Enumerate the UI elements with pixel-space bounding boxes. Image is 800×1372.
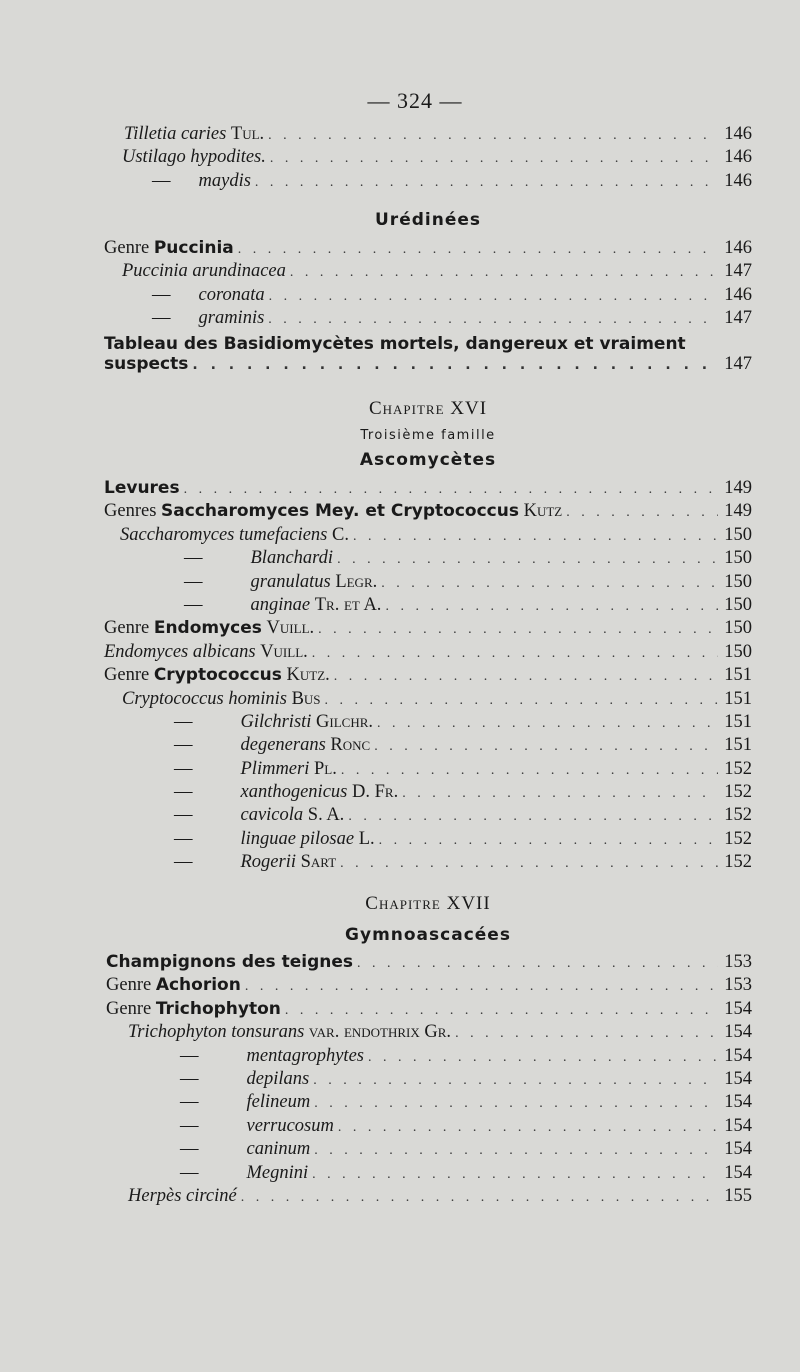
- leader-dots: [348, 809, 718, 825]
- entry-name: caninum: [246, 1139, 311, 1160]
- entry-name: Plimmeri: [240, 758, 310, 779]
- leader-dots: [290, 265, 718, 281]
- page-ref: 154: [724, 998, 752, 1019]
- entry-name: Saccharomyces Mey. et Cryptococcus: [161, 501, 519, 522]
- page-ref: 154: [724, 1068, 752, 1089]
- index-entry: [104, 261, 752, 284]
- entry-author: Tul.: [230, 124, 265, 144]
- entry-text: [104, 618, 314, 639]
- index-entry: [104, 548, 752, 571]
- entry-name: Saccharomyces tumefaciens: [120, 524, 328, 545]
- tableau-line-2-row: [104, 354, 752, 377]
- leader-dots: [314, 1143, 718, 1159]
- index-section-teignes: [104, 952, 752, 1209]
- index-entry: [104, 735, 752, 758]
- page-ref: 154: [724, 1162, 752, 1183]
- leader-dots: [341, 763, 718, 779]
- entry-author: Ronc: [330, 735, 371, 756]
- entry-name: Trichophyton: [155, 998, 281, 1019]
- entry-name: mentagrophytes: [246, 1045, 364, 1066]
- entry-name: Megnini: [246, 1162, 309, 1183]
- leader-dots: [318, 622, 718, 638]
- entry-text: [104, 147, 266, 168]
- entry-text: [104, 1022, 451, 1043]
- entry-author: Bus: [291, 688, 321, 709]
- leader-dots: [402, 786, 718, 802]
- entry-text: [104, 572, 377, 593]
- entry-text: [104, 975, 241, 996]
- dash-mark: —: [174, 852, 193, 873]
- index-entry: [104, 501, 752, 524]
- leader-dots: [377, 716, 718, 732]
- entry-name: Cryptococcus hominis: [122, 688, 287, 709]
- entry-author: S. A.: [307, 805, 345, 826]
- page-ref: 154: [724, 1115, 752, 1136]
- entry-text: [104, 642, 308, 663]
- index-entry: [104, 285, 752, 308]
- leader-dots: [238, 242, 718, 258]
- entry-text: [104, 308, 264, 329]
- leader-dots: [338, 1120, 718, 1136]
- dash-mark: —: [184, 548, 203, 569]
- leader-dots: [334, 669, 718, 685]
- page-ref: 147: [724, 354, 752, 374]
- index-entry: [104, 525, 752, 548]
- entry-text: [104, 952, 353, 973]
- index-entry: [104, 1092, 752, 1115]
- dash-mark: —: [174, 735, 193, 756]
- leader-dots: [455, 1026, 718, 1042]
- entry-text: [104, 999, 281, 1020]
- entry-author: Gilchr.: [316, 711, 374, 732]
- entry-author: C.: [332, 524, 349, 545]
- dash-mark: —: [152, 170, 171, 191]
- entry-text: [104, 689, 321, 710]
- dash-mark: —: [174, 782, 193, 803]
- dash-mark: —: [180, 1045, 199, 1066]
- page-ref: 154: [724, 1092, 752, 1113]
- page-ref: 150: [724, 594, 752, 615]
- entry-text: [104, 805, 344, 826]
- dash-mark: —: [174, 805, 193, 826]
- entry-text: [104, 171, 251, 192]
- entry-author: var. endothrix Gr.: [308, 1022, 452, 1043]
- index-entry: [104, 147, 752, 170]
- entry-text: [104, 1069, 309, 1090]
- entry-name: Cryptococcus: [153, 665, 282, 686]
- leader-dots: [245, 979, 718, 995]
- entry-name: verrucosum: [246, 1115, 334, 1136]
- entry-name: Champignons des teignes: [106, 952, 353, 972]
- dash-mark: —: [184, 571, 203, 592]
- entry-text: [104, 1116, 334, 1137]
- entry-prefix: Genre: [104, 618, 150, 639]
- entry-text: [104, 525, 349, 546]
- entry-text: [104, 1186, 237, 1207]
- index-entry: [104, 712, 752, 735]
- leader-dots: [379, 833, 718, 849]
- family-subtitle: Troisième famille: [360, 428, 496, 443]
- leader-dots: [285, 1003, 718, 1019]
- page-ref: 152: [724, 828, 752, 849]
- leader-dots: [192, 357, 718, 373]
- leader-dots: [340, 856, 718, 872]
- entry-name: depilans: [246, 1068, 310, 1089]
- entry-text: [104, 1163, 308, 1184]
- page-ref: 153: [724, 952, 752, 972]
- entry-text: [104, 782, 398, 803]
- index-entry: [104, 829, 752, 852]
- entry-text: [104, 735, 370, 756]
- chapter-xvi-title: Chapitre XVI: [368, 398, 488, 419]
- leader-dots: [268, 312, 718, 328]
- entry-name: degenerans: [240, 735, 326, 756]
- index-entry: [104, 124, 752, 147]
- entry-author: Vuill.: [266, 618, 315, 639]
- dash-mark: —: [180, 1139, 199, 1160]
- entry-name: graminis: [198, 308, 265, 329]
- page-ref: 149: [724, 478, 752, 498]
- entry-author: Legr.: [335, 571, 378, 592]
- page-ref: 149: [724, 501, 752, 522]
- entry-text: [104, 548, 333, 569]
- page-ref: 154: [724, 1022, 752, 1043]
- page-ref: 146: [724, 284, 752, 305]
- page-ref: 146: [724, 238, 752, 258]
- index-entry: [104, 805, 752, 828]
- entry-name: Levures: [104, 478, 180, 498]
- entry-text: [104, 1092, 310, 1113]
- entry-author: Kutz: [523, 501, 563, 522]
- leader-dots: [385, 599, 718, 615]
- entry-name: Blanchardi: [250, 548, 334, 569]
- index-entry: [104, 975, 752, 998]
- leader-dots: [314, 1096, 718, 1112]
- index-entry: [104, 852, 752, 875]
- entry-name: Puccinia arundinacea: [122, 261, 286, 282]
- page-ref: 147: [724, 261, 752, 282]
- index-entry: [104, 1186, 752, 1209]
- leader-dots: [312, 1167, 718, 1183]
- tableau-line-1: Tableau des Basidiomycètes mortels, dangereux et vraiment: [104, 334, 686, 354]
- entry-text: [104, 1139, 310, 1160]
- dash-mark: —: [174, 711, 193, 732]
- entry-name: Achorion: [155, 975, 241, 996]
- index-entry: [104, 999, 752, 1022]
- page-ref: 150: [724, 571, 752, 592]
- leader-dots: [381, 576, 718, 592]
- entry-name: Ustilago hypodites.: [122, 147, 266, 168]
- dash-mark: —: [174, 758, 193, 779]
- dash-mark: —: [180, 1068, 199, 1089]
- chapter-xvii-title: Chapitre XVII: [365, 893, 491, 914]
- index-entry: [104, 171, 752, 194]
- page-ref: 152: [724, 805, 752, 826]
- page-ref: 152: [724, 758, 752, 779]
- entry-text: [104, 501, 562, 522]
- entry-author: Pl.: [313, 758, 337, 779]
- page-ref: 150: [724, 641, 752, 662]
- entry-text: [104, 759, 337, 780]
- entry-name: granulatus: [250, 571, 331, 592]
- leader-dots: [325, 693, 718, 709]
- index-entry: [104, 952, 752, 975]
- index-entry: [104, 1046, 752, 1069]
- leader-dots: [313, 1073, 718, 1089]
- entry-name: Puccinia: [153, 238, 234, 258]
- entry-prefix: Genre: [104, 665, 150, 686]
- leader-dots: [255, 175, 718, 191]
- leader-dots: [374, 739, 718, 755]
- leader-dots: [357, 956, 718, 972]
- page-ref: 155: [724, 1185, 752, 1206]
- dash-mark: —: [152, 308, 171, 329]
- entry-text: [104, 124, 264, 145]
- page-ref: 152: [724, 852, 752, 873]
- entry-name: coronata: [198, 284, 265, 305]
- entry-name: Rogerii: [240, 852, 296, 873]
- entry-name: Gilchristi: [240, 711, 312, 732]
- entry-text: [104, 1046, 364, 1067]
- page-ref: 150: [724, 618, 752, 639]
- entry-author: Vuill.: [260, 641, 308, 662]
- entry-name: linguae pilosae: [240, 828, 355, 849]
- dash-mark: —: [174, 828, 193, 849]
- page-ref: 153: [724, 975, 752, 996]
- leader-dots: [268, 128, 718, 144]
- tableau-line-2: suspects: [104, 354, 189, 374]
- index-section-ustilaginees: [104, 124, 752, 194]
- index-entry: [104, 618, 752, 641]
- leader-dots: [312, 646, 718, 662]
- index-entry: [104, 759, 752, 782]
- page-ref: 150: [724, 524, 752, 545]
- entry-text: [104, 285, 265, 306]
- index-entry: [104, 308, 752, 331]
- page-number: — 324 —: [367, 88, 463, 113]
- entry-author: Kutz.: [286, 665, 330, 686]
- page-ref: 147: [724, 308, 752, 329]
- entry-text: [104, 261, 286, 282]
- index-entry: [104, 478, 752, 501]
- entry-prefix: Genre: [104, 238, 150, 258]
- entry-name: cavicola: [240, 805, 304, 826]
- entry-name: Trichophyton tonsurans: [128, 1022, 305, 1043]
- index-entry: [104, 1163, 752, 1186]
- index-entry: [104, 1139, 752, 1162]
- entry-prefix: Genre: [106, 998, 152, 1019]
- leader-dots: [270, 151, 718, 167]
- entry-author: Sart: [300, 852, 337, 873]
- leader-dots: [241, 1190, 718, 1206]
- leader-dots: [184, 482, 718, 498]
- page-ref: 146: [724, 170, 752, 191]
- page-ref: 154: [724, 1139, 752, 1160]
- entry-name: xanthogenicus: [240, 782, 348, 803]
- index-section-uredinees: [104, 238, 752, 332]
- dash-mark: —: [180, 1162, 199, 1183]
- dash-mark: —: [152, 284, 171, 305]
- heading-gymnoascacees: Gymnoascacées: [345, 925, 511, 945]
- entry-name: Tilletia caries: [124, 124, 227, 144]
- entry-text: [104, 852, 336, 873]
- index-entry: [104, 1069, 752, 1092]
- entry-name: anginae: [250, 594, 311, 615]
- dash-mark: —: [180, 1115, 199, 1136]
- entry-text: [104, 478, 180, 499]
- heading-uredinees: Urédinées: [375, 210, 481, 230]
- index-entry: [104, 782, 752, 805]
- index-entry: [104, 238, 752, 261]
- dash-mark: —: [180, 1092, 199, 1113]
- dash-mark: —: [184, 594, 203, 615]
- leader-dots: [337, 552, 718, 568]
- page-ref: 151: [724, 688, 752, 709]
- leader-dots: [566, 505, 718, 521]
- index-entry: [104, 642, 752, 665]
- index-section-levures: [104, 478, 752, 876]
- tableau-entry: [104, 334, 752, 377]
- entry-author: Tr. et A.: [314, 594, 382, 615]
- index-entry: [104, 665, 752, 688]
- entry-author: D. Fr.: [352, 782, 399, 803]
- leader-dots: [368, 1050, 718, 1066]
- index-entry: [104, 1116, 752, 1139]
- entry-author: L.: [358, 828, 375, 849]
- entry-text: [104, 238, 234, 259]
- entry-name: Endomyces: [153, 618, 262, 639]
- entry-text: [104, 829, 375, 850]
- entry-name: felineum: [246, 1092, 311, 1113]
- index-entry: [104, 572, 752, 595]
- entry-name: Endomyces albicans: [104, 641, 256, 662]
- leader-dots: [353, 529, 718, 545]
- leader-dots: [269, 289, 718, 305]
- page-ref: 151: [724, 735, 752, 756]
- entry-name: Herpès circiné: [128, 1185, 237, 1206]
- page-ref: 154: [724, 1045, 752, 1066]
- page-ref: 150: [724, 548, 752, 569]
- index-entry: [104, 689, 752, 712]
- page-ref: 146: [724, 147, 752, 168]
- entry-text: [104, 665, 330, 686]
- page-ref: 146: [724, 124, 752, 144]
- entry-prefix: Genre: [106, 975, 152, 996]
- page-ref: 151: [724, 665, 752, 686]
- entry-prefix: Genres: [104, 501, 157, 522]
- entry-name: maydis: [198, 170, 251, 191]
- page-ref: 151: [724, 711, 752, 732]
- page-ref: 152: [724, 782, 752, 803]
- index-entry: [104, 1022, 752, 1045]
- entry-text: [104, 595, 381, 616]
- heading-ascomycetes: Ascomycètes: [359, 450, 497, 470]
- index-entry: [104, 595, 752, 618]
- entry-text: [104, 712, 373, 733]
